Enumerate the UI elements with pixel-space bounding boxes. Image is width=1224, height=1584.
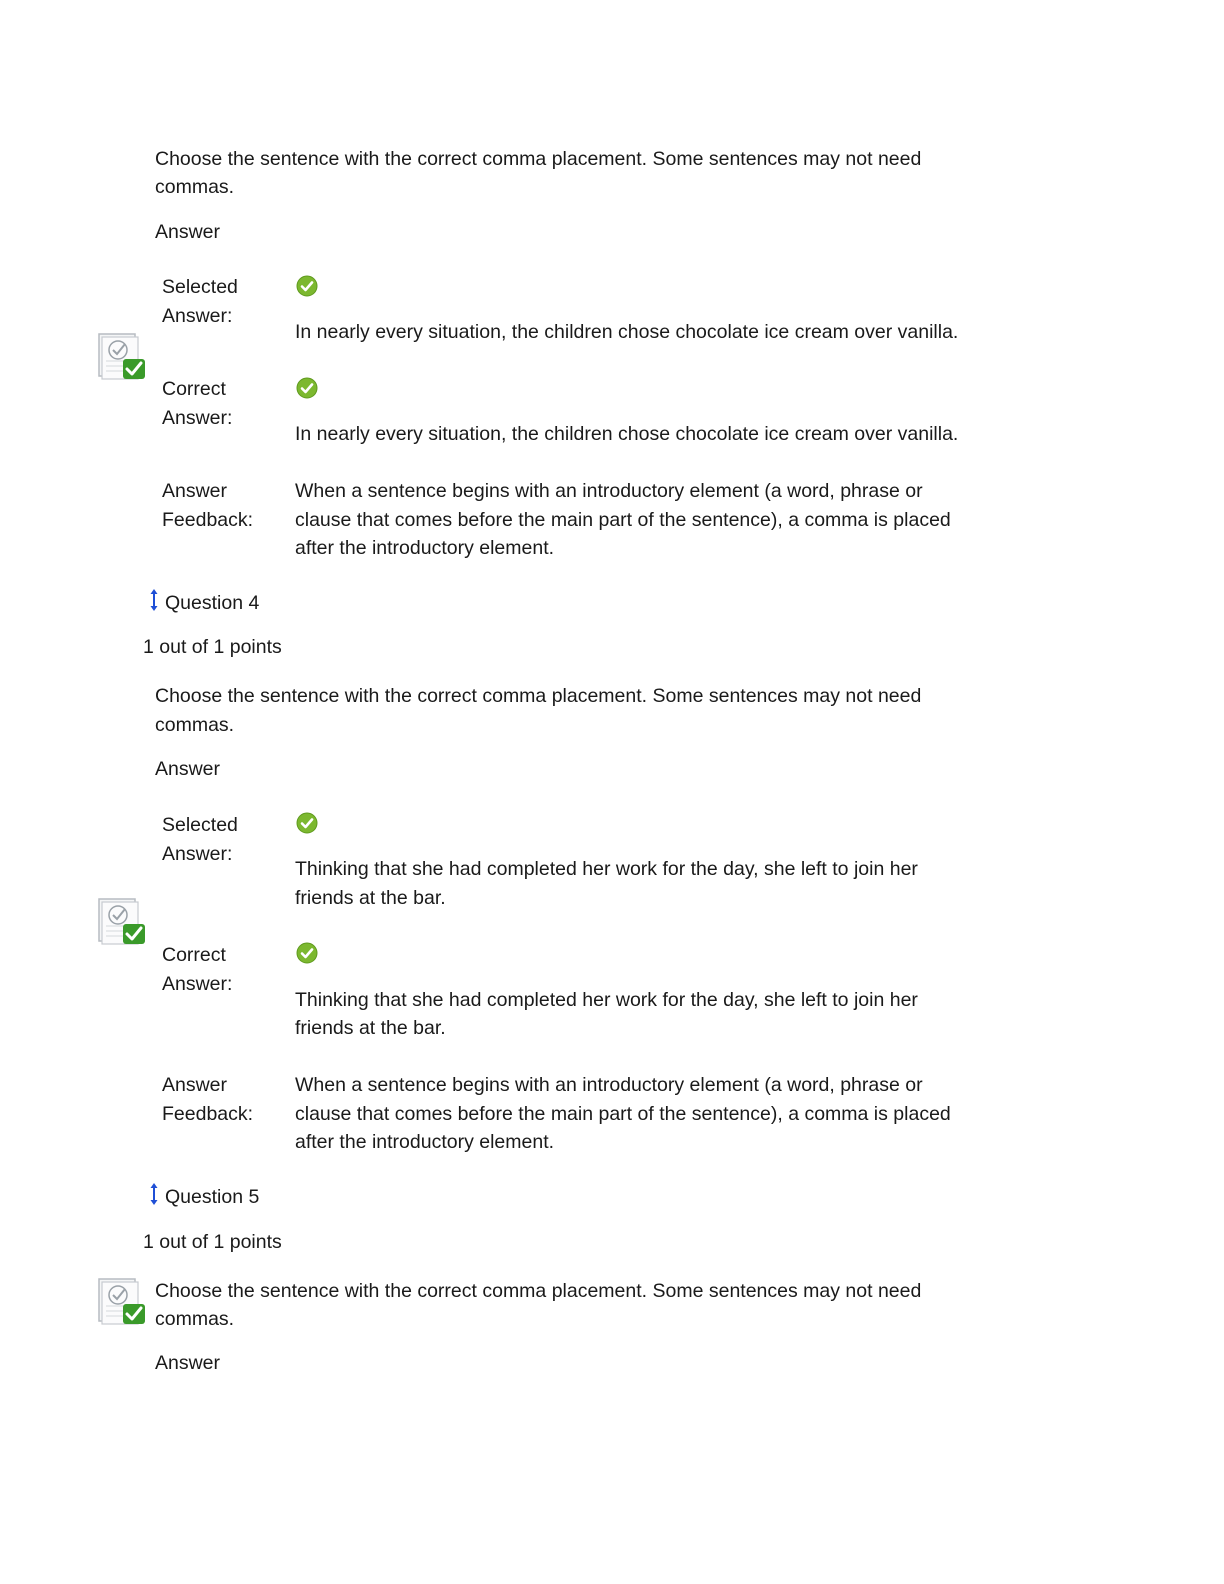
answer-heading: Answer [155, 758, 221, 780]
graded-correct-icon [97, 1276, 149, 1328]
answer-feedback-label: Answer [162, 1074, 228, 1096]
question-title: Question 4 [165, 592, 260, 614]
question-text: Choose the sentence with the correct comma placement. Some sentences may not need [155, 1280, 922, 1302]
answer-heading: Answer [155, 221, 221, 243]
check-circle-icon [296, 942, 318, 964]
answer-heading: Answer [155, 1352, 221, 1374]
correct-answer-label: Correct [162, 944, 226, 966]
correct-answer-label: Correct [162, 378, 226, 400]
reorder-arrow-icon[interactable] [149, 588, 159, 612]
question-text: commas. [155, 1308, 235, 1330]
correct-answer-text: Thinking that she had completed her work for the day, she left to join her [295, 989, 918, 1011]
correct-answer-text: friends at the bar. [295, 1017, 446, 1039]
answer-feedback-text: When a sentence begins with an introductory element (a word, phrase or [295, 1074, 923, 1096]
reorder-arrow-icon[interactable] [149, 1182, 159, 1206]
correct-answer-label: Answer: [162, 407, 233, 429]
question-text: Choose the sentence with the correct comma placement. Some sentences may not need [155, 685, 922, 707]
graded-correct-icon [97, 331, 149, 383]
selected-answer-label: Selected [162, 276, 238, 298]
question-text: commas. [155, 176, 235, 198]
graded-correct-icon [97, 896, 149, 948]
answer-feedback-label: Feedback: [162, 1103, 254, 1125]
answer-feedback-text: after the introductory element. [295, 537, 555, 559]
answer-feedback-text: clause that comes before the main part of the sentence), a comma is placed [295, 1103, 951, 1125]
answer-feedback-text: When a sentence begins with an introductory element (a word, phrase or [295, 480, 923, 502]
selected-answer-label: Selected [162, 814, 238, 836]
answer-feedback-label: Feedback: [162, 509, 254, 531]
selected-answer-label: Answer: [162, 305, 233, 327]
correct-answer-text: In nearly every situation, the children chose chocolate ice cream over vanilla. [295, 423, 959, 445]
answer-feedback-label: Answer [162, 480, 228, 502]
answer-feedback-text: clause that comes before the main part of the sentence), a comma is placed [295, 509, 951, 531]
answer-feedback-text: after the introductory element. [295, 1131, 555, 1153]
question-title: Question 5 [165, 1186, 260, 1208]
check-circle-icon [296, 275, 318, 297]
question-text: Choose the sentence with the correct comma placement. Some sentences may not need [155, 148, 922, 170]
correct-answer-label: Answer: [162, 973, 233, 995]
selected-answer-text: In nearly every situation, the children chose chocolate ice cream over vanilla. [295, 321, 959, 343]
check-circle-icon [296, 812, 318, 834]
check-circle-icon [296, 377, 318, 399]
selected-answer-text: Thinking that she had completed her work for the day, she left to join her [295, 858, 918, 880]
question-points: 1 out of 1 points [143, 636, 282, 658]
selected-answer-text: friends at the bar. [295, 887, 446, 909]
question-points: 1 out of 1 points [143, 1231, 282, 1253]
selected-answer-label: Answer: [162, 843, 233, 865]
question-text: commas. [155, 714, 235, 736]
